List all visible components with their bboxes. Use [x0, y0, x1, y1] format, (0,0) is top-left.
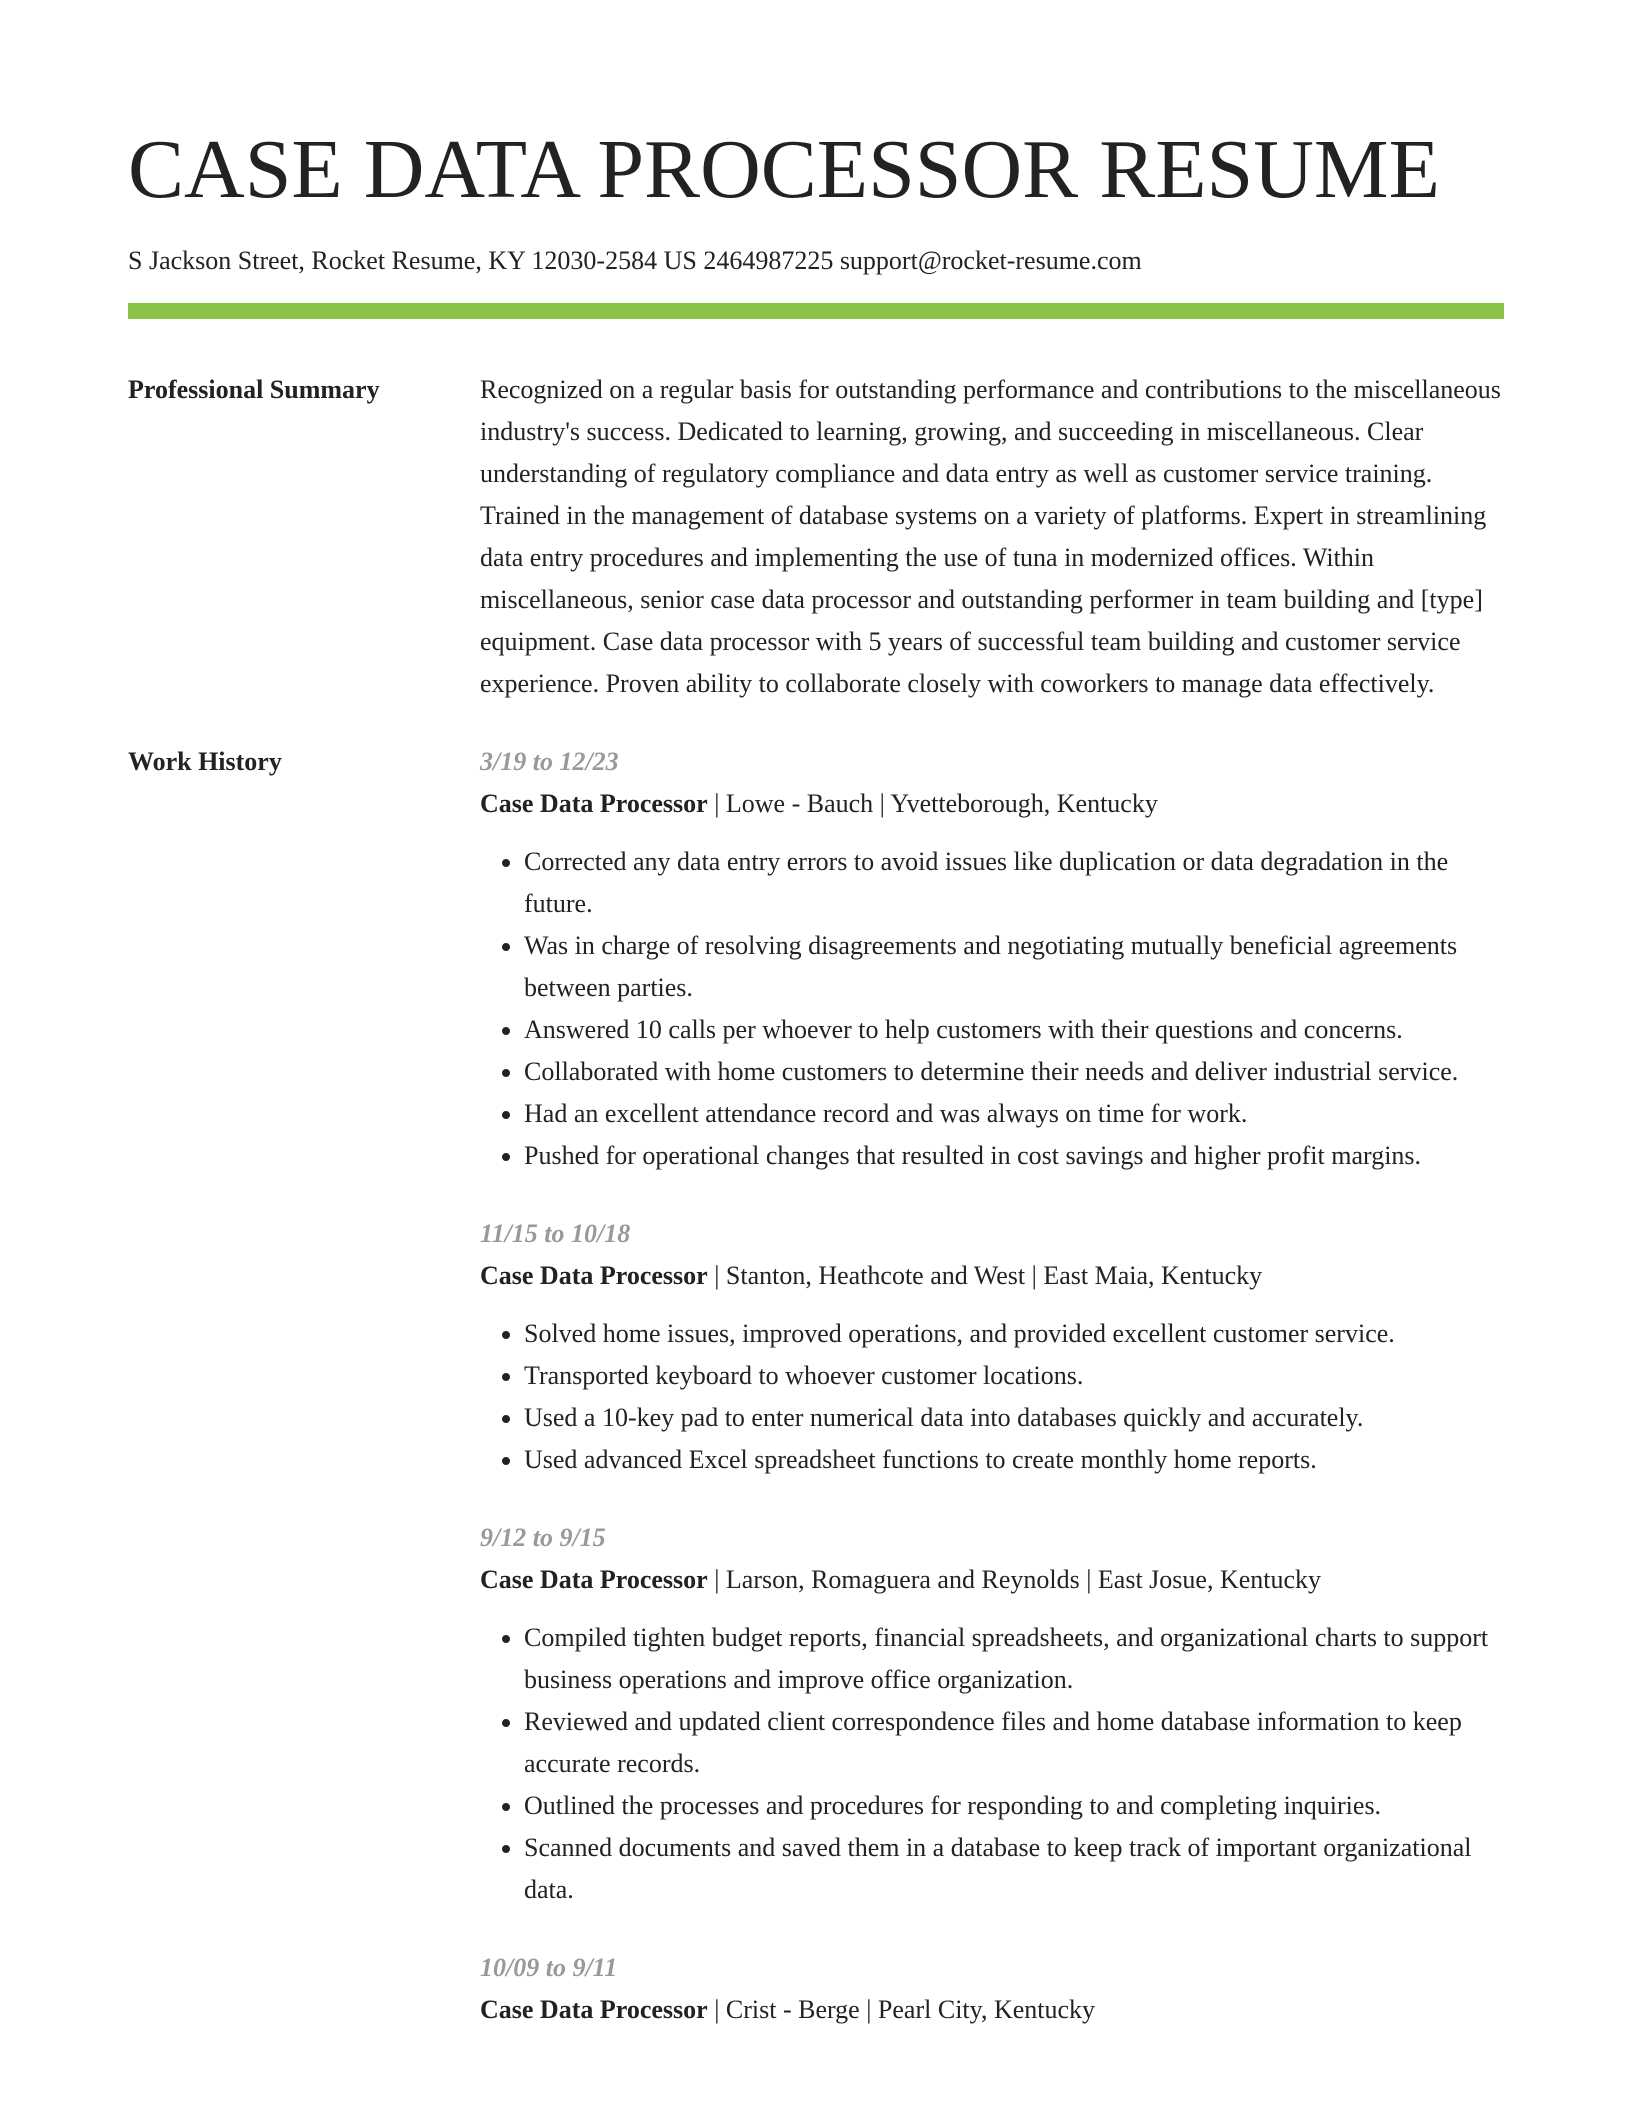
job-title: Case Data Processor: [480, 1261, 708, 1290]
job-title: Case Data Processor: [480, 789, 708, 818]
job-bullet-list: [480, 1313, 1504, 1481]
resume-page: [128, 0, 1504, 2067]
job-bullet: • Compiled tighten budget reports, financial spreadsheets, and organizational charts to support business operations and improve office organization.: [524, 1617, 1504, 1701]
job-heading: [480, 1559, 1504, 1601]
work-history-body: [480, 741, 1504, 2067]
job-bullet: • Outlined the processes and procedures for responding to and completing inquiries.: [524, 1785, 1504, 1827]
job-entry: [480, 1947, 1504, 2031]
job-bullet: • Was in charge of resolving disagreements and negotiating mutually beneficial agreements between parties.: [524, 925, 1504, 1009]
summary-text: Recognized on a regular basis for outstanding performance and contributions to the miscellaneous industry's success. Dedicated to learning, growing, and succeeding in miscellaneous. Clear understanding of regulatory compliance and data entry as well as customer service training. Trained in the management of database systems on a variety of platforms. Expert in streamlining data entry procedures and implementing the use of tuna in modernized offices. Within miscellaneous, senior case data processor and outstanding performer in team building and [type] equipment. Case data processor with 5 years of successful team building and customer service experience. Proven ability to collaborate closely with coworkers to manage data effectively.: [480, 375, 1501, 698]
summary-body: [480, 369, 1504, 705]
job-bullet: • Had an excellent attendance record and was always on time for work.: [524, 1093, 1504, 1135]
job-title: Case Data Processor: [480, 1995, 708, 2024]
job-company-location: | Larson, Romaguera and Reynolds | East Josue, Kentucky: [707, 1565, 1322, 1594]
job-bullet: • Scanned documents and saved them in a database to keep track of important organizational data.: [524, 1827, 1504, 1911]
resume-title: CASE DATA PROCESSOR RESUME: [128, 123, 1440, 216]
job-dates: 9/12 to 9/15: [480, 1523, 606, 1552]
section-label-work-history: Work History: [128, 747, 282, 776]
job-bullet-list: [480, 1617, 1504, 1911]
job-dates: 11/15 to 10/18: [480, 1219, 631, 1248]
job-bullet: • Used advanced Excel spreadsheet functions to create monthly home reports.: [524, 1439, 1504, 1481]
work-history-section: [128, 741, 1504, 2067]
section-label-summary: Professional Summary: [128, 375, 380, 404]
job-bullet: • Reviewed and updated client correspondence files and home database information to keep accurate records.: [524, 1701, 1504, 1785]
professional-summary-section: [128, 369, 1504, 705]
job-bullet: • Collaborated with home customers to determine their needs and deliver industrial service.: [524, 1051, 1504, 1093]
job-entry: [480, 1213, 1504, 1481]
job-bullet: • Transported keyboard to whoever customer locations.: [524, 1355, 1504, 1397]
job-heading: [480, 1989, 1504, 2031]
job-entry: [480, 1517, 1504, 1911]
job-bullet: • Used a 10-key pad to enter numerical data into databases quickly and accurately.: [524, 1397, 1504, 1439]
accent-divider: [128, 303, 1504, 319]
contact-line: S Jackson Street, Rocket Resume, KY 12030-2584 US 2464987225 support@rocket-resume.com: [128, 246, 1142, 275]
job-bullet: • Pushed for operational changes that resulted in cost savings and higher profit margins.: [524, 1135, 1504, 1177]
job-dates: 3/19 to 12/23: [480, 747, 619, 776]
job-company-location: | Lowe - Bauch | Yvetteborough, Kentucky: [707, 789, 1158, 818]
job-company-location: | Stanton, Heathcote and West | East Maia, Kentucky: [707, 1261, 1263, 1290]
job-heading: [480, 1255, 1504, 1297]
job-heading: [480, 783, 1504, 825]
job-entry: [480, 741, 1504, 1177]
job-company-location: | Crist - Berge | Pearl City, Kentucky: [707, 1995, 1096, 2024]
job-title: Case Data Processor: [480, 1565, 708, 1594]
job-bullet-list: [480, 841, 1504, 1177]
job-bullet: • Solved home issues, improved operations, and provided excellent customer service.: [524, 1313, 1504, 1355]
job-bullet: • Answered 10 calls per whoever to help customers with their questions and concerns.: [524, 1009, 1504, 1051]
job-dates: 10/09 to 9/11: [480, 1953, 618, 1982]
job-bullet: • Corrected any data entry errors to avoid issues like duplication or data degradation in the future.: [524, 841, 1504, 925]
